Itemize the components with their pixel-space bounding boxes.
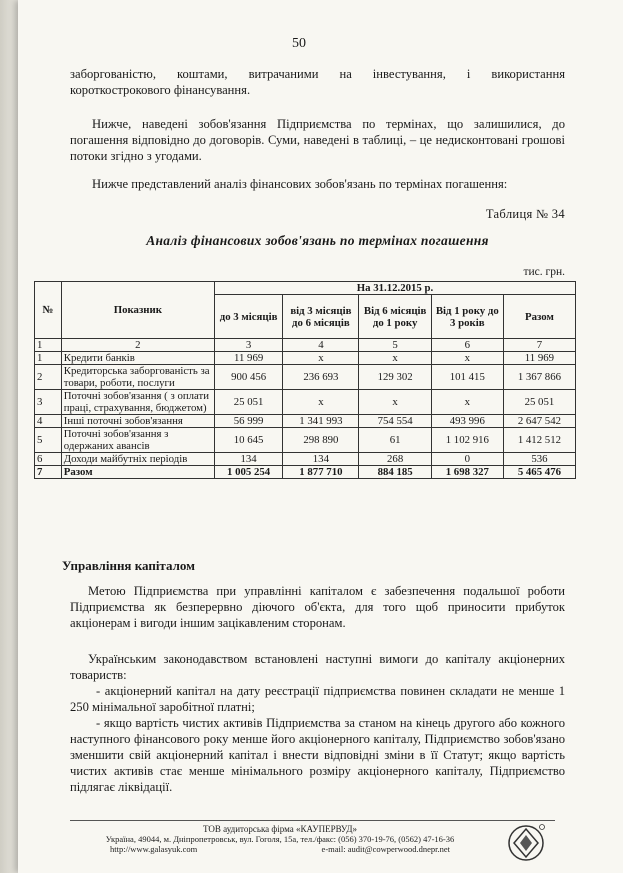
intro-line-1: заборгованістю, коштами, витрачаними на інвестування, і використання <box>70 67 565 81</box>
table-title: Аналіз фінансових зобов'язань по термінах погашення <box>146 233 489 248</box>
table-row <box>35 428 576 453</box>
paragraph-analysis-intro: Нижче представлений аналіз фінансових зобов'язань по термінах погашення: <box>92 177 508 191</box>
row-name: Кредити банків <box>61 352 214 365</box>
cell-value: 61 <box>359 428 431 453</box>
table-total-row <box>35 466 576 479</box>
header-col-3: Від 6 місяців до 1 року <box>359 295 431 339</box>
requirement-item: - якщо вартість чистих активів Підприємства за станом на кінець другого або кожного наступного фінансового року менше його акціонерного капіталу, Підприємство зобов'язано зменшити свій акціонерний капітал і внести відповідні зміни в її Статут; якщо вартість чистих активів стає менше мінімального розміру акціонерного капіталу, Підприємство підлягає ліквідації. <box>70 716 565 794</box>
cell-value: 1 367 866 <box>503 365 575 390</box>
company-logo-icon <box>506 823 546 863</box>
requirements-list <box>70 683 565 795</box>
col-number: 6 <box>431 339 503 352</box>
footer-divider <box>70 820 555 821</box>
header-col-2: від 3 місяців до 6 місяців <box>283 295 359 339</box>
row-number: 5 <box>35 428 62 453</box>
header-col-5: Разом <box>503 295 575 339</box>
cell-value: 129 302 <box>359 365 431 390</box>
row-name: Доходи майбутніх періодів <box>61 453 214 466</box>
cell-value: 5 465 476 <box>503 466 575 479</box>
requirement-item: - акціонерний капітал на дату реєстрації підприємства повинен складати не менше 1 250 мінімальної заробітної платні; <box>70 684 565 714</box>
paragraph-requirements: Українським законодавством встановлені наступні вимоги до капіталу акціонерних товариств: <box>70 652 565 682</box>
cell-value: 0 <box>431 453 503 466</box>
table-row <box>35 352 576 365</box>
paragraph-intro <box>70 66 565 98</box>
row-name: Інші поточні зобов'язання <box>61 415 214 428</box>
cell-value: 56 999 <box>214 415 282 428</box>
col-number: 2 <box>61 339 214 352</box>
cell-value: 900 456 <box>214 365 282 390</box>
cell-value: 1 698 327 <box>431 466 503 479</box>
footer-address: Україна, 49044, м. Дніпропетровськ, вул. Гоголя, 15а, тел./факс: (056) 370-19-76, (0562) 47-16-36 <box>105 834 455 844</box>
header-indicator: Показник <box>61 282 214 339</box>
cell-value: 2 647 542 <box>503 415 575 428</box>
cell-value: 884 185 <box>359 466 431 479</box>
header-date: На 31.12.2015 р. <box>214 282 575 295</box>
cell-value: х <box>359 352 431 365</box>
footer-firm: ТОВ аудиторська фірма «КАУПЕРВУД» <box>203 824 357 834</box>
footer-email[interactable]: e-mail: audit@cowperwood.dnepr.net <box>321 844 450 854</box>
col-number: 3 <box>214 339 282 352</box>
cell-value: х <box>359 390 431 415</box>
cell-value: х <box>431 390 503 415</box>
intro-line-2: короткострокового фінансування. <box>70 83 251 97</box>
cell-value: х <box>283 352 359 365</box>
row-name: Поточні зобов'язання з одержаних авансів <box>61 428 214 453</box>
row-number: 7 <box>35 466 62 479</box>
cell-value: 134 <box>283 453 359 466</box>
col-number: 1 <box>35 339 62 352</box>
col-number: 7 <box>503 339 575 352</box>
header-no: № <box>35 282 62 339</box>
cell-value: 1 877 710 <box>283 466 359 479</box>
row-number: 2 <box>35 365 62 390</box>
row-number: 3 <box>35 390 62 415</box>
header-col-1: до 3 місяців <box>214 295 282 339</box>
cell-value: 101 415 <box>431 365 503 390</box>
cell-value: 1 341 993 <box>283 415 359 428</box>
binding-shadow <box>0 0 18 873</box>
column-number-row <box>35 339 576 352</box>
cell-value: 1 412 512 <box>503 428 575 453</box>
cell-value: 298 890 <box>283 428 359 453</box>
footer <box>70 824 490 854</box>
table-row <box>35 365 576 390</box>
cell-value: 134 <box>214 453 282 466</box>
table-row <box>35 415 576 428</box>
cell-value: 11 969 <box>503 352 575 365</box>
cell-value: 754 554 <box>359 415 431 428</box>
cell-value: х <box>431 352 503 365</box>
cell-value: 268 <box>359 453 431 466</box>
cell-value: 493 996 <box>431 415 503 428</box>
cell-value: 10 645 <box>214 428 282 453</box>
col-number: 4 <box>283 339 359 352</box>
row-number: 1 <box>35 352 62 365</box>
liabilities-table <box>34 281 576 479</box>
table-row <box>35 453 576 466</box>
table-row <box>35 390 576 415</box>
cell-value: 11 969 <box>214 352 282 365</box>
row-number: 6 <box>35 453 62 466</box>
header-col-4: Від 1 року до 3 років <box>431 295 503 339</box>
row-name: Поточні зобов'язання ( з оплати праці, страхування, бюджетом) <box>61 390 214 415</box>
section-heading: Управління капіталом <box>62 558 195 573</box>
footer-website[interactable]: http://www.galasyuk.com <box>110 844 198 854</box>
row-number: 4 <box>35 415 62 428</box>
cell-value: 236 693 <box>283 365 359 390</box>
paragraph-obligations: Нижче, наведені зобов'язання Підприємства по термінах, що залишилися, до погашення відповідно до договорів. Суми, наведені в таблиці, – це недисконтовані грошові потоки згідно з угодами. <box>70 117 565 163</box>
cell-value: 1 102 916 <box>431 428 503 453</box>
cell-value: 1 005 254 <box>214 466 282 479</box>
cell-value: 25 051 <box>214 390 282 415</box>
table-label: Таблиця № 34 <box>485 207 565 221</box>
col-number: 5 <box>359 339 431 352</box>
row-name: Разом <box>61 466 214 479</box>
row-name: Кредиторська заборгованість за товари, роботи, послуги <box>61 365 214 390</box>
page-number: 50 <box>292 36 306 51</box>
table-units: тис. грн. <box>523 266 565 278</box>
cell-value: 25 051 <box>503 390 575 415</box>
cell-value: х <box>283 390 359 415</box>
paragraph-capital-goal: Метою Підприємства при управлінні капіталом є забезпечення подальшої роботи Підприємства як безперервно діючого об'єкта, для того щоб приносити прибуток акціонерам і вигоди іншим зацікавленим сторонам. <box>70 584 565 630</box>
cell-value: 536 <box>503 453 575 466</box>
